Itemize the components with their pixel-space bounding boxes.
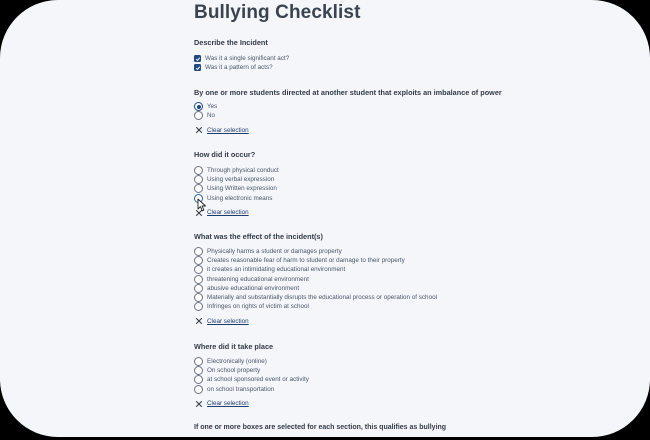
close-icon <box>195 317 203 325</box>
radio-empty-icon[interactable] <box>194 275 203 284</box>
radio-electronic-means[interactable] <box>194 194 279 203</box>
radio-empty-icon[interactable] <box>194 375 203 384</box>
checkbox-checked-icon[interactable] <box>194 64 201 71</box>
option-label: Using electronic means <box>207 194 273 202</box>
section-describe-incident <box>194 38 289 72</box>
section-how-occur <box>194 150 279 217</box>
option-label: Physically harms a student or damages property <box>207 248 342 256</box>
radio-school-property[interactable] <box>194 366 309 375</box>
clear-selection-button[interactable] <box>194 209 279 217</box>
clear-selection-button[interactable] <box>194 126 502 134</box>
radio-verbal-expression[interactable] <box>194 175 279 184</box>
option-label: On school property <box>207 367 261 375</box>
radio-empty-icon[interactable] <box>194 111 203 120</box>
checkbox-pattern-of-acts[interactable] <box>194 63 289 72</box>
option-label: on school transportation <box>207 385 275 393</box>
option-label: threatening educational environment <box>207 275 309 283</box>
clear-selection-link[interactable]: Clear selection <box>207 317 249 325</box>
option-label: Using Written expression <box>207 185 277 193</box>
radio-physical-conduct[interactable] <box>194 166 279 175</box>
option-label: Using verbal expression <box>207 176 275 184</box>
radio-reasonable-fear[interactable] <box>194 256 437 265</box>
question-label: Where did it take place <box>194 342 274 351</box>
radio-disrupts-school[interactable] <box>194 293 437 302</box>
question-label: By one or more students directed at another student that exploits an imbalance of power <box>194 88 502 97</box>
close-icon <box>195 400 203 408</box>
question-label: Describe the Incident <box>194 38 268 47</box>
option-label: Through physical conduct <box>207 167 279 175</box>
radio-written-expression[interactable] <box>194 184 279 193</box>
radio-empty-icon[interactable] <box>194 366 203 375</box>
option-label: No <box>207 112 216 120</box>
option-label: at school sponsored event or activity <box>207 376 309 384</box>
radio-empty-icon[interactable] <box>194 293 203 302</box>
question-label: How did it occur? <box>194 150 256 159</box>
section-where <box>194 342 309 408</box>
radio-school-transportation[interactable] <box>194 385 309 394</box>
clear-selection-button[interactable] <box>194 317 437 325</box>
radio-selected-icon[interactable] <box>194 102 203 111</box>
clear-selection-button[interactable] <box>194 400 309 408</box>
option-label: Yes <box>207 103 218 111</box>
clear-selection-link[interactable]: Clear selection <box>207 400 249 408</box>
section-imbalance-of-power <box>194 88 502 134</box>
checkbox-single-act[interactable] <box>194 54 289 63</box>
radio-abusive-environment[interactable] <box>194 284 437 293</box>
radio-empty-icon[interactable] <box>194 385 203 394</box>
option-label: Creates reasonable fear of harm to student or damage to their property <box>207 257 405 265</box>
radio-empty-icon[interactable] <box>194 175 203 184</box>
radio-physically-harms[interactable] <box>194 247 437 256</box>
radio-empty-icon[interactable] <box>194 256 203 265</box>
qualification-note: If one or more boxes are selected for each section, this qualifies as bullying <box>194 424 447 431</box>
radio-empty-icon[interactable] <box>194 284 203 293</box>
option-label: Was it a pattern of acts? <box>205 64 273 72</box>
radio-electronically-online[interactable] <box>194 357 309 366</box>
option-label: abusive educational environment <box>207 284 300 292</box>
radio-empty-icon[interactable] <box>194 166 203 175</box>
radio-empty-icon[interactable] <box>194 184 203 193</box>
close-icon <box>195 126 203 134</box>
radio-empty-icon[interactable] <box>194 302 203 311</box>
radio-empty-icon[interactable] <box>194 247 203 256</box>
radio-threatening-environment[interactable] <box>194 275 437 284</box>
clear-selection-link[interactable]: Clear selection <box>207 126 249 134</box>
checkbox-checked-icon[interactable] <box>194 55 201 62</box>
radio-school-event[interactable] <box>194 375 309 384</box>
close-icon <box>195 209 203 217</box>
option-label: Was it a single significant act? <box>205 55 290 63</box>
option-label: Materially and substantially disrupts the educational process or operation of school <box>207 294 437 302</box>
radio-infringes-rights[interactable] <box>194 302 437 311</box>
option-label: Infringes on rights of victim at school <box>207 303 309 311</box>
radio-empty-icon[interactable] <box>194 265 203 274</box>
page-title: Bullying Checklist <box>194 2 361 23</box>
radio-empty-icon[interactable] <box>194 357 203 366</box>
radio-hover-icon[interactable] <box>194 194 203 203</box>
option-label: it creates an intimidating educational environment <box>207 266 346 274</box>
section-effect <box>194 232 437 325</box>
option-label: Electronically (online) <box>207 358 267 366</box>
radio-intimidating-environment[interactable] <box>194 265 437 274</box>
question-label: What was the effect of the incident(s) <box>194 232 323 241</box>
radio-yes[interactable] <box>194 102 502 111</box>
clear-selection-link[interactable]: Clear selection <box>207 209 249 217</box>
radio-no[interactable] <box>194 111 502 120</box>
